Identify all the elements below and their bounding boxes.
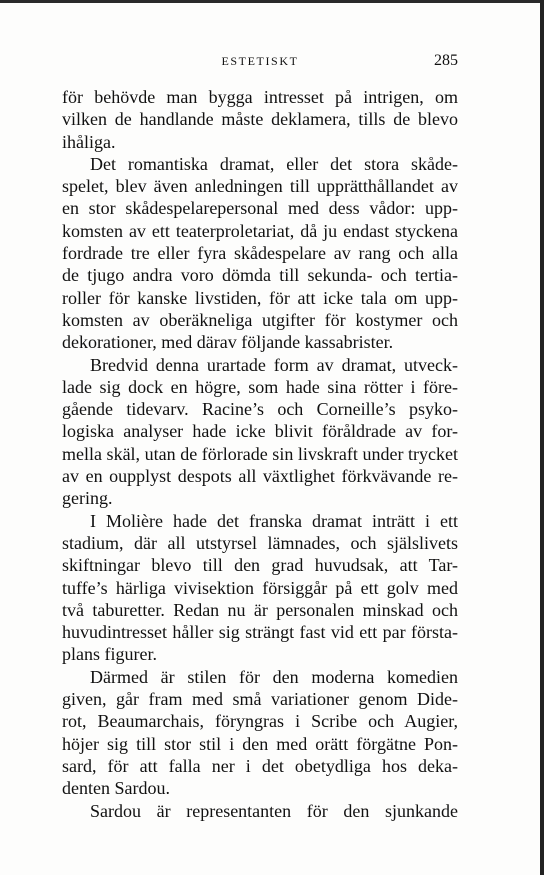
text-line: ihåliga. bbox=[62, 131, 116, 152]
text-line: roller för kanske livstiden, för att icke tala om upp- bbox=[62, 287, 458, 308]
text-line: höjer sig till stor stil i den med orätt förgätne Pon- bbox=[62, 733, 458, 754]
text-line: Sardou är representanten för den sjunkande bbox=[90, 800, 458, 821]
text-line: vilken de handlande måste deklamera, tills de blevo bbox=[62, 109, 458, 130]
text-line: mella skäl, utan de förlorade sin livskraft under trycket bbox=[62, 443, 458, 464]
text-line: logiska analyser hade icke blivit föråldrade av for- bbox=[62, 421, 458, 442]
text-line: lade sig dock en högre, som hade sina rötter i före- bbox=[62, 376, 458, 397]
text-line: I Molière hade det franska dramat inträtt i ett bbox=[90, 510, 458, 531]
text-line: tuffe’s härliga vivisektion försiggår på ett golv med bbox=[62, 577, 458, 598]
text-line: rot, Beaumarchais, föryngras i Scribe och Augier, bbox=[62, 711, 458, 732]
running-title: ESTETISKT bbox=[221, 54, 299, 68]
text-line: spelet, blev även anledningen till upprätthållandet av bbox=[62, 176, 458, 197]
text-line: Bredvid denna urartade form av dramat, utveck- bbox=[90, 354, 458, 375]
page-right-edge bbox=[540, 0, 544, 875]
text-line: fordrade tre eller fyra skådespelare av rang och alla bbox=[62, 243, 458, 264]
text-line: huvudintresset håller sig strängt fast vid ett par första- bbox=[62, 622, 458, 643]
text-line: komsten av oberäkneliga utgifter för kostymer och bbox=[62, 309, 458, 330]
page-top-edge bbox=[0, 0, 544, 3]
text-line: sard, för att falla ner i det obetydliga hos deka- bbox=[62, 755, 458, 776]
text-line: de tjugo andra voro dömda till sekunda- och tertia- bbox=[62, 265, 458, 286]
text-line: denten Sardou. bbox=[62, 778, 170, 799]
page-header bbox=[62, 52, 458, 70]
text-line: given, går fram med små variationer genom Dide- bbox=[62, 689, 458, 710]
text-line: plans figurer. bbox=[62, 644, 157, 665]
text-line: Därmed är stilen för den moderna komedien bbox=[90, 666, 458, 687]
text-line: skiftningar blevo till den grad huvudsak, att Tar- bbox=[62, 555, 458, 576]
text-line: dekorationer, med därav följande kassabrister. bbox=[62, 332, 394, 353]
text-line: stadium, där all utstyrsel lämnades, och själslivets bbox=[62, 532, 458, 553]
text-line: gering. bbox=[62, 488, 113, 509]
text-line: för behövde man bygga intresset på intrigen, om bbox=[62, 87, 458, 107]
text-line: av en oupplyst despots all växtlighet förkvävande re- bbox=[62, 466, 458, 487]
text-line: två taburetter. Redan nu är personalen minskad och bbox=[62, 599, 458, 620]
text-line: en stor skådespelarepersonal med dess vådor: upp- bbox=[62, 198, 458, 219]
body-text bbox=[62, 86, 458, 822]
page-number: 285 bbox=[434, 52, 458, 69]
text-line: komsten av ett teaterproletariat, då ju endast styckena bbox=[62, 220, 458, 241]
text-line: gående tidevarv. Racine’s och Corneille’s psyko- bbox=[62, 399, 458, 420]
text-line: Det romantiska dramat, eller det stora skåde- bbox=[90, 153, 458, 174]
